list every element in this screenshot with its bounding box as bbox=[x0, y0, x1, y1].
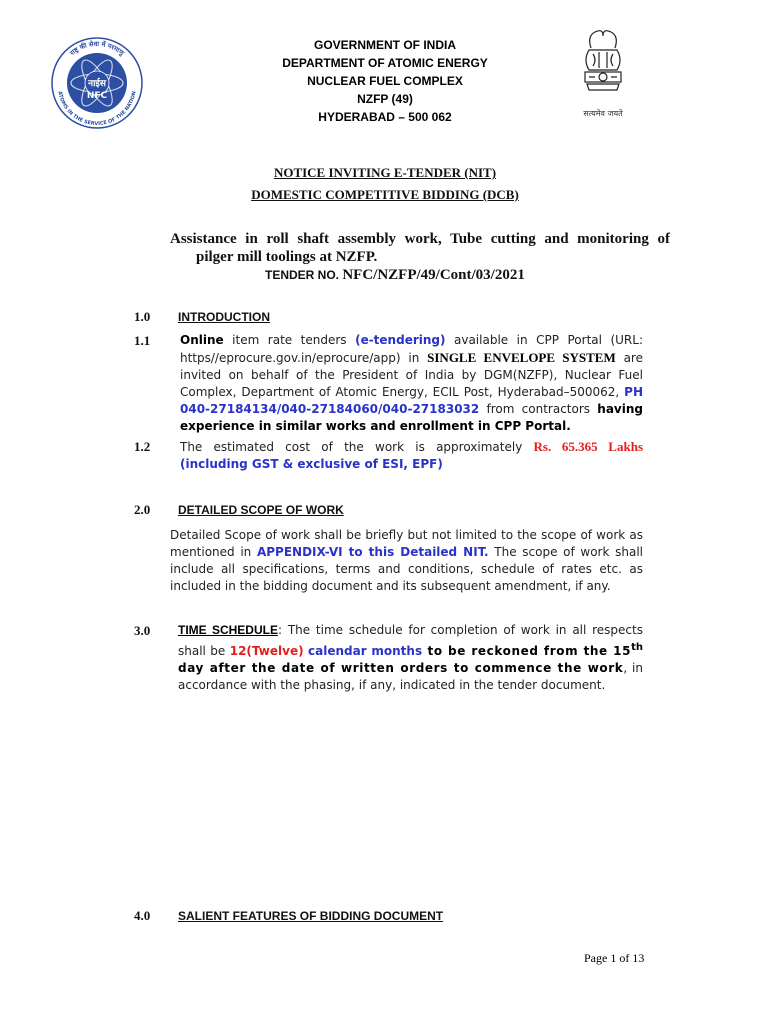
section-heading-introduction: INTRODUCTION bbox=[178, 310, 270, 324]
logo-nfc-text: NFC bbox=[86, 91, 108, 101]
header-line-complex: NUCLEAR FUEL COMPLEX bbox=[307, 74, 463, 88]
text: Detailed Scope of work shall be briefly but not limited to the scope of work as mentioned in bbox=[170, 528, 643, 559]
section-number: 1.2 bbox=[134, 439, 151, 454]
text-commence-work: day after the date of written orders to commence the work bbox=[178, 661, 624, 675]
notice-title bbox=[160, 162, 610, 206]
national-emblem bbox=[570, 26, 636, 118]
text-superscript: th bbox=[631, 642, 643, 653]
section-number: 4.0 bbox=[134, 908, 151, 923]
section-heading-salient-features: SALIENT FEATURES OF BIDDING DOCUMENT bbox=[178, 909, 444, 923]
paragraph-scope-of-work bbox=[170, 527, 643, 595]
section-number: 3.0 bbox=[134, 623, 151, 638]
text-appendix-reference: APPENDIX-VI to this Detailed NIT. bbox=[256, 545, 489, 559]
text-online: Online bbox=[180, 333, 224, 347]
tender-number-label: TENDER NO. bbox=[265, 268, 343, 282]
atom-logo-icon bbox=[50, 36, 144, 130]
section-number: 2.0 bbox=[134, 502, 151, 517]
logo-ring-bottom-text: ATOMS IN THE SERVICE OF THE NATION bbox=[56, 90, 138, 128]
text-experience-requirement: having experience in similar works and enrollment in CPP Portal. bbox=[180, 402, 643, 433]
text: The estimated cost of the work is approximately bbox=[180, 440, 534, 454]
letterhead bbox=[230, 36, 540, 126]
logo-center-text: नाईस bbox=[88, 79, 106, 89]
text-reckoned-from: to be reckoned from the 15 bbox=[422, 644, 632, 658]
header-line-unit: NZFP (49) bbox=[357, 92, 413, 106]
text: : The time schedule for completion of work in all respects shall be bbox=[178, 623, 643, 658]
section-number: 1.0 bbox=[134, 309, 151, 324]
subject-line-2: pilger mill toolings at NZFP. bbox=[196, 249, 378, 265]
nfc-logo bbox=[50, 36, 144, 130]
text: item rate tenders bbox=[223, 333, 356, 347]
lion-capital-emblem-icon bbox=[573, 26, 633, 106]
text-e-tendering: (e-tendering) bbox=[355, 333, 446, 347]
header-line-city: HYDERABAD – 500 062 bbox=[318, 110, 452, 124]
tender-number bbox=[265, 266, 665, 285]
header-line-department: DEPARTMENT OF ATOMIC ENERGY bbox=[282, 56, 488, 70]
title-line-dcb: DOMESTIC COMPETITIVE BIDDING (DCB) bbox=[251, 187, 519, 202]
paragraph-online-tender bbox=[180, 332, 643, 435]
tender-number-value: NFC/NZFP/49/Cont/03/2021 bbox=[342, 267, 525, 283]
emblem-caption: सत्यमेव जयते bbox=[583, 109, 623, 118]
text-single-envelope: SINGLE ENVELOPE SYSTEM bbox=[427, 350, 616, 365]
text: , in accordance with the phasing, if any, indicated in the tender document. bbox=[178, 661, 643, 692]
title-line-nit: NOTICE INVITING E-TENDER (NIT) bbox=[273, 165, 497, 180]
paragraph-time-schedule bbox=[178, 622, 643, 694]
section-heading-scope: DETAILED SCOPE OF WORK bbox=[178, 503, 344, 517]
text-estimated-cost: Rs. 65.365 Lakhs bbox=[533, 439, 643, 454]
text-twelve: 12(Twelve) bbox=[229, 644, 304, 658]
header-line-government: GOVERNMENT OF INDIA bbox=[313, 38, 456, 52]
text: available in CPP Portal (URL: https//eprocure.gov.in/eprocure/app) in bbox=[180, 333, 644, 365]
subject-line-1: Assistance in roll shaft assembly work, Tube cutting and monitoring of bbox=[170, 231, 670, 247]
section-heading-time-schedule: TIME SCHEDULE bbox=[178, 623, 278, 637]
tender-subject bbox=[170, 230, 670, 266]
section-number: 1.1 bbox=[134, 333, 151, 348]
logo-ring-top-text: राष्ट्र की सेवा में परमाणु bbox=[68, 39, 126, 58]
text: are invited on behalf of the President of India by DGM(NZFP), Nuclear Fuel Complex, Department of Atomic Energy, ECIL Post, Hyderabad–500062, bbox=[180, 351, 643, 399]
text-phone-numbers: PH 040-27184134/040-27184060/040-27183032 bbox=[180, 385, 643, 416]
text-calendar-months: calendar months bbox=[308, 644, 423, 658]
text-cost-inclusions: (including GST & exclusive of ESI, EPF) bbox=[180, 457, 443, 471]
page-number: Page 1 of 13 bbox=[584, 951, 645, 965]
paragraph-estimated-cost bbox=[180, 438, 643, 473]
text: from contractors bbox=[479, 402, 598, 416]
text: The scope of work shall include all specifications, terms and conditions, schedule of rates etc. as included in the bidding document and its subsequent amendment, if any. bbox=[170, 545, 643, 593]
